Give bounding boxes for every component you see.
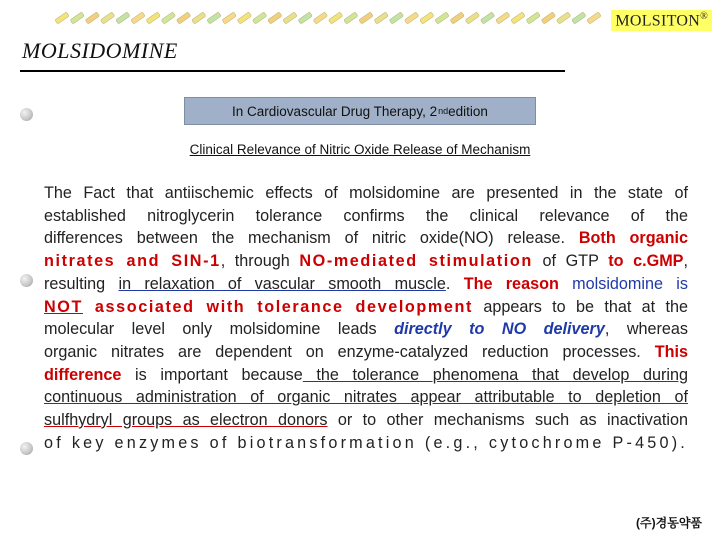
pencil-mark-icon — [556, 12, 570, 24]
pencil-mark-icon — [161, 12, 175, 24]
pencil-mark-icon — [237, 12, 251, 24]
page-title: MOLSIDOMINE — [22, 38, 178, 63]
body-line: resulting in relaxation of vascular smooth muscle. The reason molsidomine is — [44, 274, 688, 293]
bullet-icon — [20, 108, 33, 121]
body-paragraph — [44, 182, 688, 454]
pencil-mark-icon — [404, 12, 418, 24]
pencil-mark-icon — [496, 12, 510, 24]
pencil-mark-icon — [420, 12, 434, 24]
pencil-mark-icon — [435, 12, 449, 24]
pencil-mark-icon — [511, 12, 525, 24]
pencil-mark-icon — [222, 12, 236, 24]
pencil-mark-icon — [587, 12, 601, 24]
pencil-mark-icon — [328, 12, 342, 24]
body-line: nitrates and SIN-1, through NO-mediated stimulation of GTP to c.GMP, — [44, 252, 688, 271]
pencil-mark-icon — [252, 12, 266, 24]
pencil-mark-icon — [70, 12, 84, 24]
body-line: organic nitrates are dependent on enzyme-catalyzed reduction processes. This — [44, 342, 688, 361]
body-line: differences between the mechanism of nitric oxide(NO) release. Both organic — [44, 229, 688, 248]
pencil-mark-icon — [313, 12, 327, 24]
body-line: difference is important because the tolerance phenomena that develop during — [44, 365, 688, 384]
body-line: of key enzymes of biotransformation (e.g., cytochrome P-450). — [44, 433, 688, 452]
pencil-mark-icon — [116, 12, 130, 24]
pencil-mark-icon — [55, 12, 69, 24]
body-line: continuous administration of organic nitrates appear attributable to depletion of — [44, 388, 688, 407]
footer-company-name: (주)경동약품 — [636, 516, 702, 530]
bullet-icon — [20, 442, 33, 455]
pencil-mark-icon — [465, 12, 479, 24]
pencil-mark-icon — [374, 12, 388, 24]
pencil-mark-icon — [526, 12, 540, 24]
pencil-mark-icon — [359, 12, 373, 24]
pencil-mark-icon — [192, 12, 206, 24]
pencil-mark-icon — [85, 12, 99, 24]
section-subtitle: Clinical Relevance of Nitric Oxide Release of Mechanism — [189, 142, 531, 157]
body-line: molecular level only molsidomine leads directly to NO delivery, whereas — [44, 320, 688, 339]
pencil-mark-icon — [480, 12, 494, 24]
pencil-mark-icon — [283, 12, 297, 24]
body-line: The Fact that antiischemic effects of molsidomine are presented in the state of — [44, 184, 688, 202]
pencil-mark-icon — [298, 12, 312, 24]
source-citation-box: In Cardiovascular Drug Therapy, 2 nd edition — [184, 97, 536, 125]
bullet-icon — [20, 274, 33, 287]
pencil-mark-icon — [176, 12, 190, 24]
pencil-mark-icon — [207, 12, 221, 24]
title-divider — [20, 70, 565, 72]
body-line: established nitroglycerin tolerance confirms the clinical relevance of the — [44, 206, 688, 225]
pencil-mark-icon — [541, 12, 555, 24]
pencil-mark-icon — [146, 12, 160, 24]
pencil-mark-icon — [450, 12, 464, 24]
pencil-mark-icon — [268, 12, 282, 24]
brand-logo: MOLSITON® — [611, 10, 712, 31]
body-line: sulfhydryl groups as electron donors or to other mechanisms such as inactivation — [44, 411, 688, 430]
pencil-mark-icon — [344, 12, 358, 24]
pencil-mark-icon — [100, 12, 114, 24]
pencil-mark-icon — [131, 12, 145, 24]
pencil-mark-icon — [389, 12, 403, 24]
pencil-mark-icon — [572, 12, 586, 24]
body-line: NOT associated with tolerance development appears to be that at the — [44, 297, 688, 316]
